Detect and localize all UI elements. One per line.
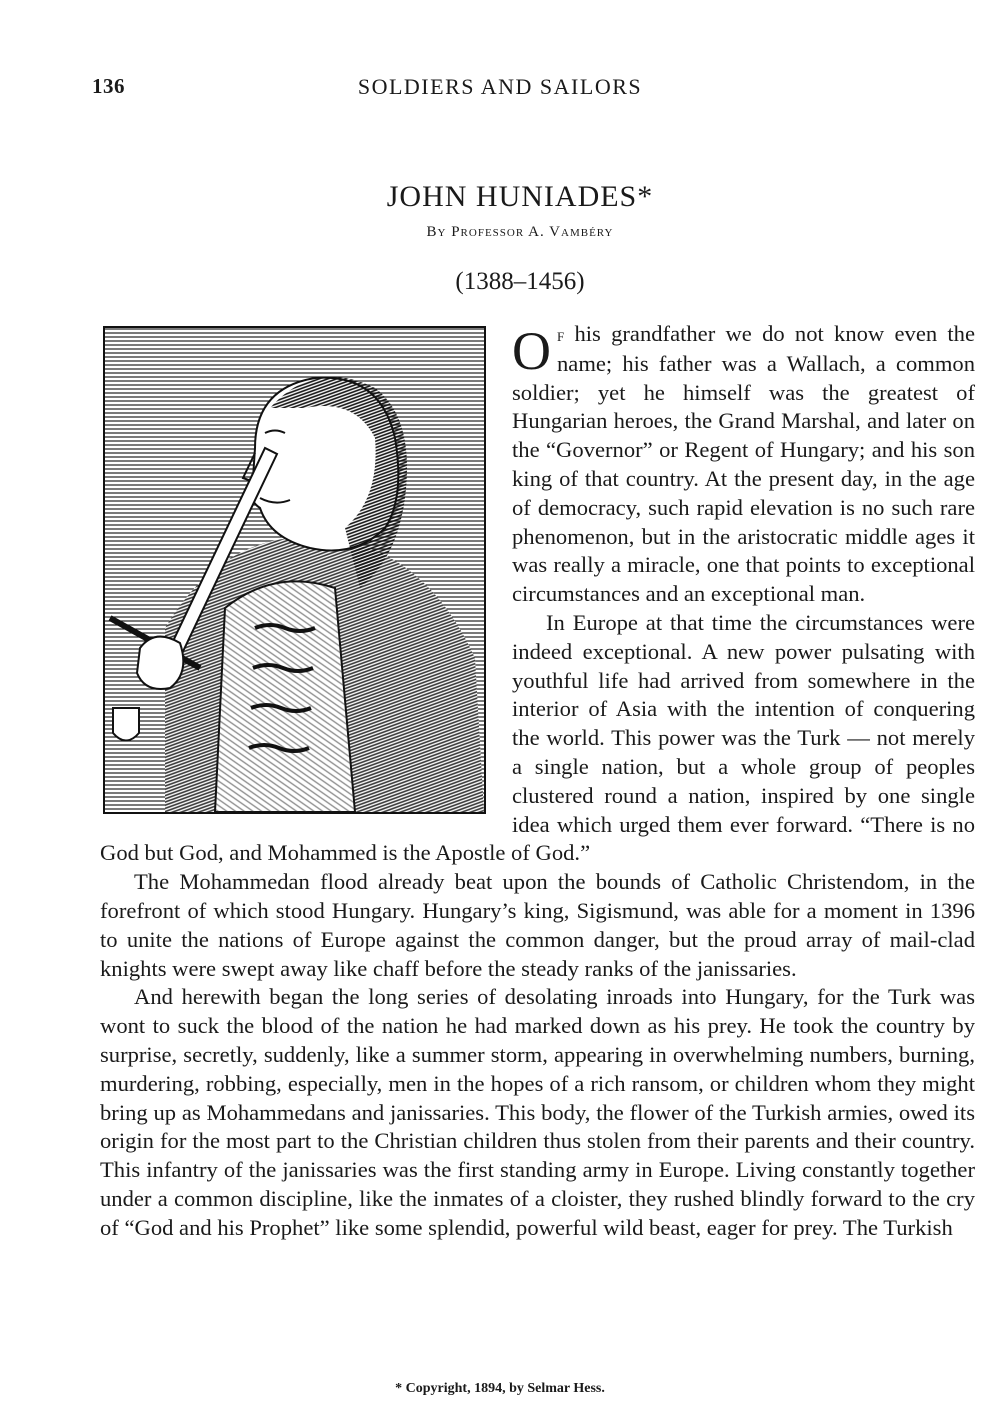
page-number: 136 [92,74,125,98]
life-dates: (1388–1456) [455,268,585,295]
article-title: JOHN HUNIADES* [386,180,654,213]
paragraph-2: In Europe at that time the circumstances were indeed exceptional. A new power pulsating with youthful life had arrived from somewhere in the interior of Asia with the intention of conquering the world. This power was the Turk — not merely a single nation, but a whole group of peoples clustered round a nation, inspired by one single idea which urged them ever forward. “There is no God but God, and Mohammed is the Apostle of God.” [100,609,975,866]
copyright-footnote: * Copyright, 1894, by Selmar Hess. [395,1381,605,1396]
paragraph-3: The Mohammedan flood already beat upon the bounds of Catholic Christendom, in the forefront of which stood Hungary. Hungary’s king, Sigismund, was able for a moment in 1396 to unite the nations of Europe against the common danger, but the proud array of mail-clad knights were swept away like chaff before the steady ranks of the janissaries. [100,869,975,981]
paragraph-1-text: his grandfather we do not know even the name; his father was a Wallach, a common soldier; yet he himself was the greatest of Hungarian heroes, the Grand Marshal, and later on the “Governor” or Regent of Hungary; and his son king of that country. At the present day, in the age of democracy, such rapid elevation is no such rare phenomenon, but in the aristocratic middle ages it was really a miracle, one that points to exceptional circumstances and an exceptional man. [512,321,975,607]
byline: By Professor A. Vambéry [426,224,614,240]
first-word-smallcap: f [557,325,565,345]
drop-cap: O [512,321,551,381]
article-body [100,320,975,1243]
paragraph-4: And herewith began the long series of desolating inroads into Hungary, for the Turk was wont to suck the blood of the nation he had marked down as his prey. He took the country by surprise, secretly, suddenly, like a summer storm, appearing in overwhelming numbers, burning, murdering, robbing, especially, men in the hopes of a rich ransom, or children whom they might bring up as Mohammedans and janissaries. This body, the flower of the Turkish armies, owed its origin for the most part to the Christian children thus stolen from their parents and their country. This infantry of the janissaries was the first standing army in Europe. Living constantly together under a common discipline, like the inmates of a cloister, they rushed blindly forward to the cry of “God and his Prophet” like some splendid, powerful wild beast, eager for prey. The Turkish [100,984,975,1240]
running-head: SOLDIERS AND SAILORS [357,74,643,99]
